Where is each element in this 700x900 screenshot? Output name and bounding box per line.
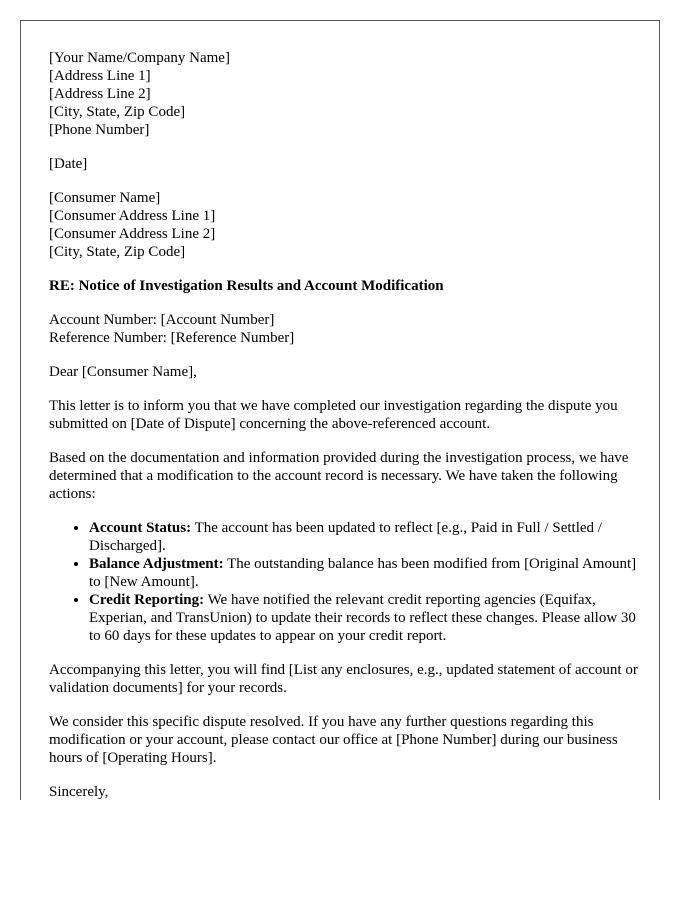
subject-line: RE: Notice of Investigation Results and Account Modification <box>49 278 444 294</box>
sender-city-state-zip: [City, State, Zip Code] <box>49 104 186 120</box>
recipient-address-line-1: [Consumer Address Line 1] <box>49 208 216 224</box>
intro-paragraph: This letter is to inform you that we have completed our investigation regarding the dispute you submitted on [Date of Dispute] concerning the above-referenced account. <box>49 398 618 432</box>
recipient-city-state-zip: [City, State, Zip Code] <box>49 244 186 260</box>
action-text: The outstanding balance has been modified from [Original Amount] to [New Amount]. <box>89 556 637 590</box>
date-text: [Date] <box>49 156 88 172</box>
recipient-address <box>49 189 641 261</box>
salutation: Dear [Consumer Name], <box>49 364 197 380</box>
action-label: Balance Adjustment: <box>89 556 224 572</box>
action-text: The account has been updated to reflect [e.g., Paid in Full / Settled / Discharged]. <box>89 520 602 554</box>
sender-address-line-2: [Address Line 2] <box>49 86 151 102</box>
sender-address-line-1: [Address Line 1] <box>49 68 151 84</box>
closing: Sincerely, <box>49 784 109 800</box>
list-item <box>89 591 641 645</box>
sender-name: [Your Name/Company Name] <box>49 50 230 66</box>
enclosures-paragraph: Accompanying this letter, you will find [List any enclosures, e.g., updated statement of account or validation documents] for your records. <box>49 662 638 696</box>
recipient-name: [Consumer Name] <box>49 190 161 206</box>
action-label: Credit Reporting: <box>89 592 205 608</box>
account-number: Account Number: [Account Number] <box>49 312 275 328</box>
recipient-address-line-2: [Consumer Address Line 2] <box>49 226 216 242</box>
letter-page <box>20 20 660 800</box>
reference-numbers <box>49 311 641 347</box>
letter-date <box>49 155 641 173</box>
resolution-paragraph: We consider this specific dispute resolved. If you have any further questions regarding this modification or your account, please contact our office at [Phone Number] during our business hours of [Operating Hours]. <box>49 714 618 766</box>
action-text: We have notified the relevant credit reporting agencies (Equifax, Experian, and TransUnion) to update their records to reflect these changes. Please allow 30 to 60 days for these updates to appear on your credit report. <box>89 592 636 644</box>
reference-number: Reference Number: [Reference Number] <box>49 330 295 346</box>
sender-phone: [Phone Number] <box>49 122 150 138</box>
findings-paragraph: Based on the documentation and information provided during the investigation process, we have determined that a modification to the account record is necessary. We have taken the following actions: <box>49 450 629 502</box>
action-label: Account Status: <box>89 520 192 536</box>
list-item <box>89 555 641 591</box>
sender-address <box>49 49 641 139</box>
letter-body <box>49 49 641 800</box>
actions-list <box>49 519 641 645</box>
list-item <box>89 519 641 555</box>
